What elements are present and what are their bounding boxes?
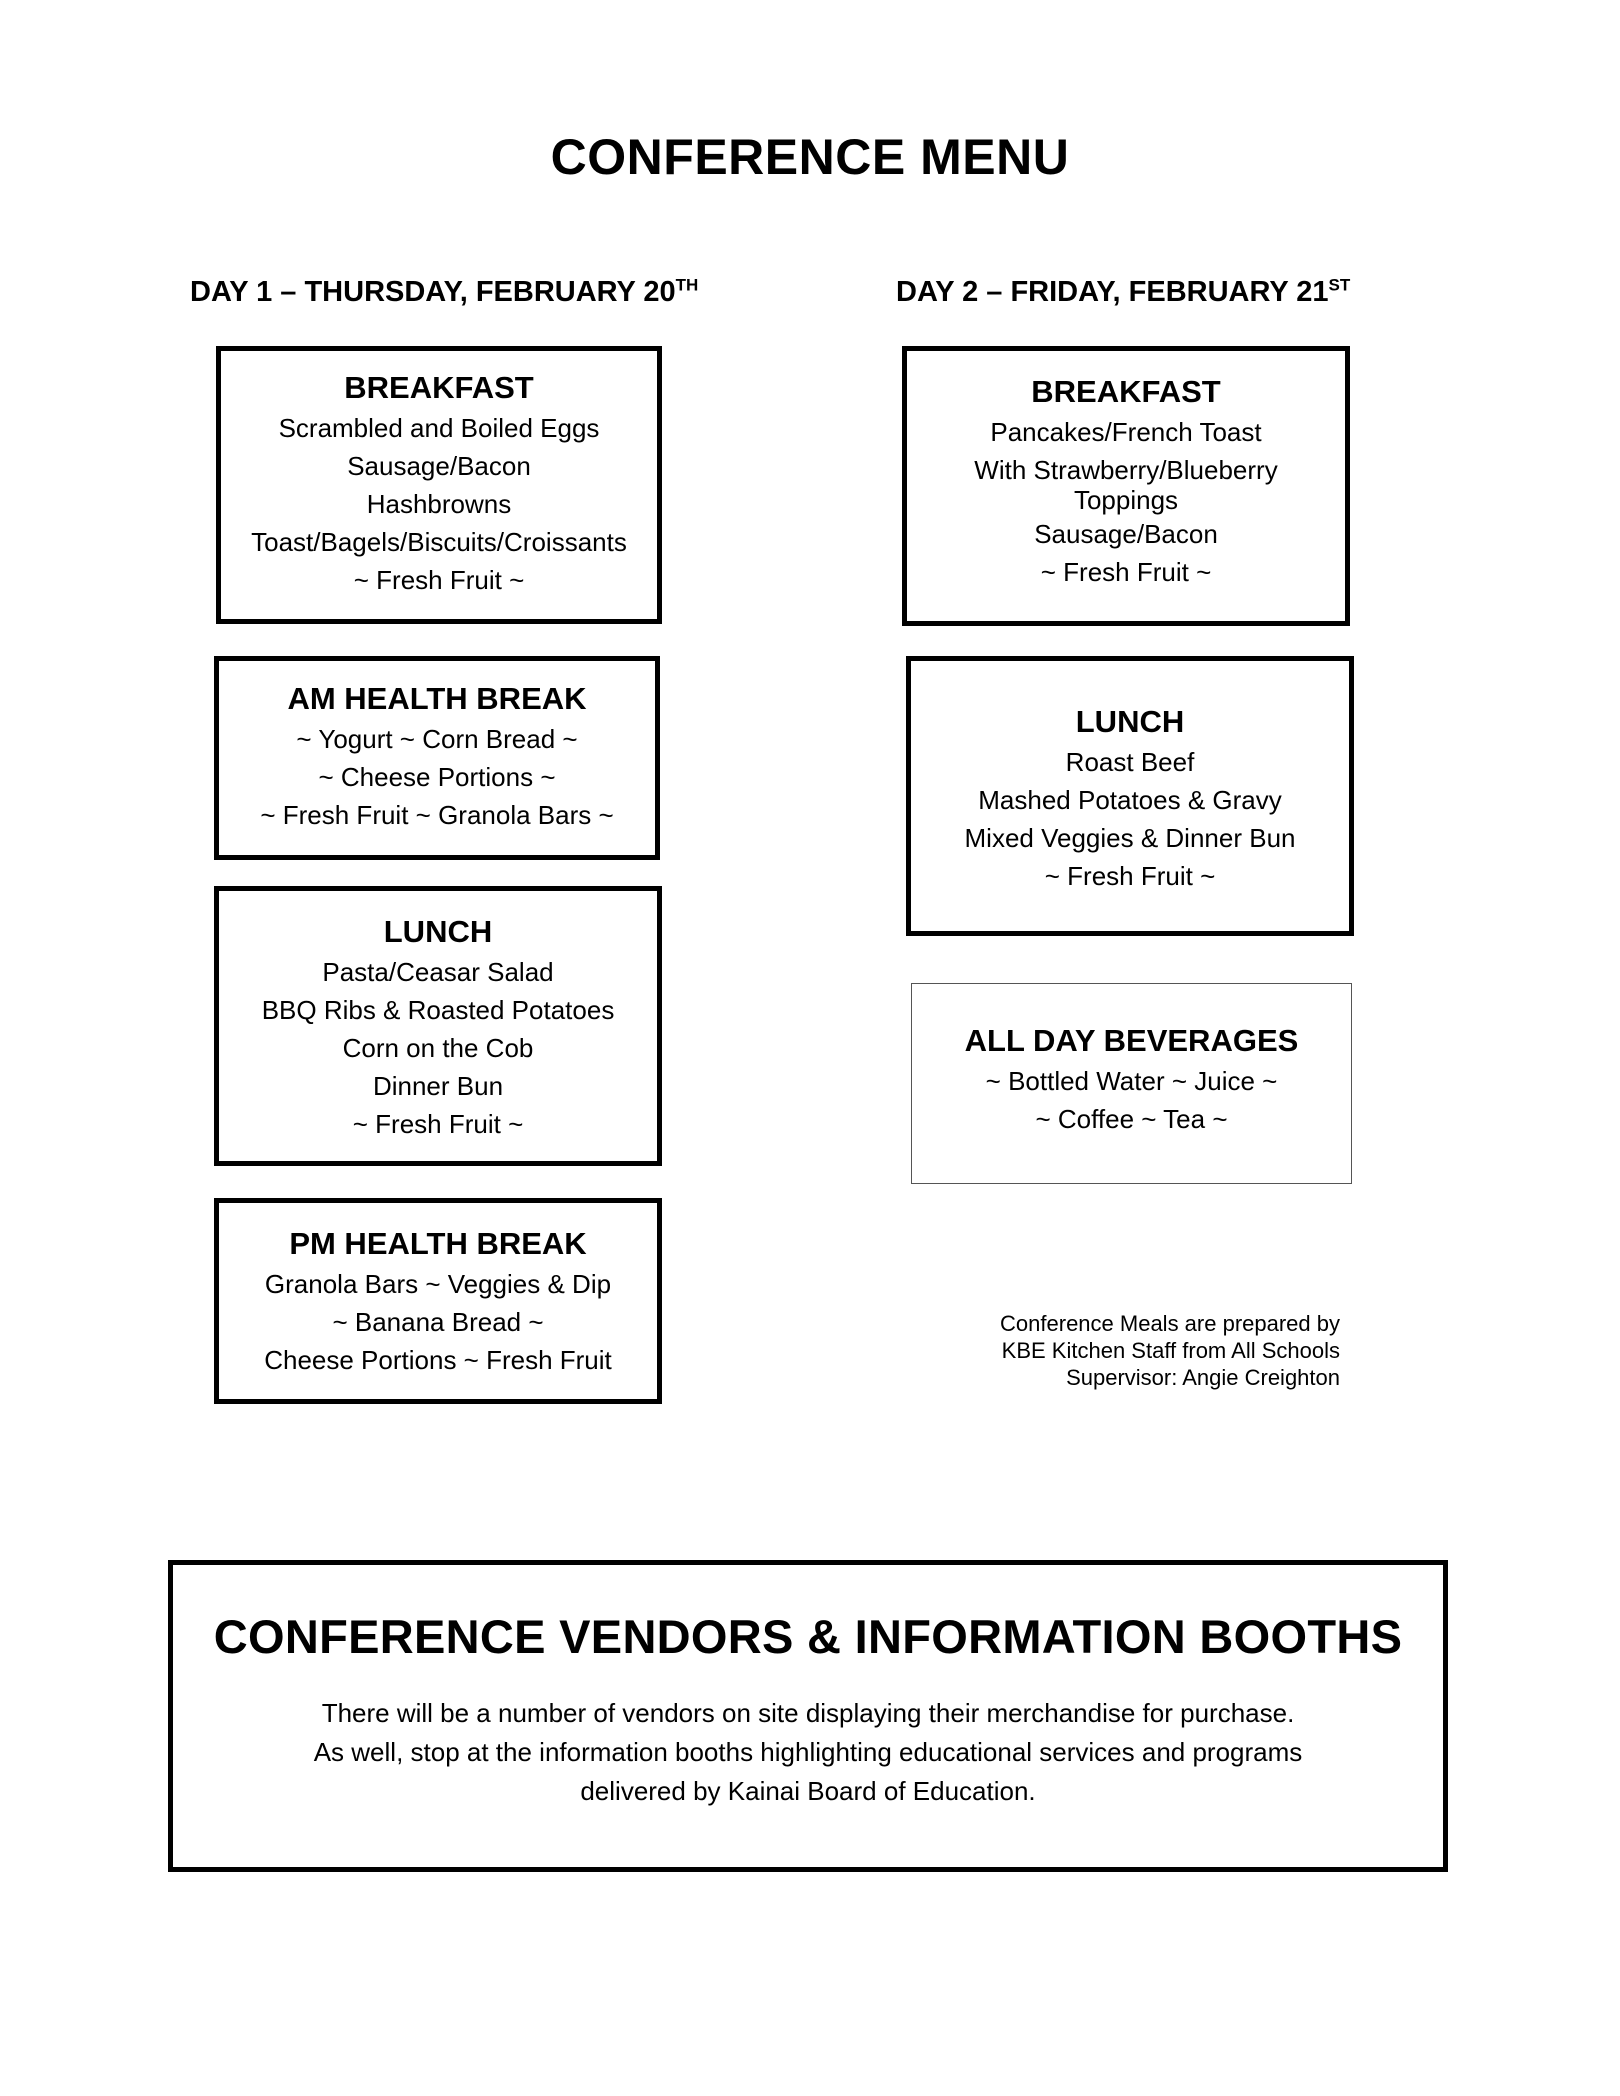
- day2-heading-suffix: ST: [1328, 275, 1351, 295]
- menu-item: ~ Coffee ~ Tea ~: [1035, 1104, 1228, 1134]
- day2-breakfast-title: BREAKFAST: [1031, 374, 1221, 409]
- vendors-line: delivered by Kainai Board of Education.: [580, 1776, 1036, 1806]
- menu-item: BBQ Ribs & Roasted Potatoes: [261, 995, 615, 1025]
- menu-item: ~ Yogurt ~ Corn Bread ~: [296, 724, 578, 754]
- menu-item: ~ Cheese Portions ~: [318, 762, 556, 792]
- menu-item: Roast Beef: [1065, 747, 1195, 777]
- day2-heading-text: DAY 2 – FRIDAY, FEBRUARY 21: [896, 276, 1329, 308]
- vendors-text: [173, 1694, 1443, 1811]
- day2-lunch-title: LUNCH: [1075, 704, 1185, 739]
- menu-item: Scrambled and Boiled Eggs: [278, 413, 600, 443]
- day1-lunch-title: LUNCH: [383, 914, 493, 949]
- menu-item: Granola Bars ~ Veggies & Dip: [264, 1269, 612, 1299]
- vendors-box: [168, 1560, 1448, 1872]
- page-title: CONFERENCE MENU: [550, 129, 1070, 185]
- vendors-title: CONFERENCE VENDORS & INFORMATION BOOTHS: [213, 1610, 1403, 1663]
- menu-item: Dinner Bun: [372, 1071, 504, 1101]
- menu-item: ~ Fresh Fruit ~: [1044, 861, 1216, 891]
- day2-beverages-title: ALL DAY BEVERAGES: [964, 1023, 1299, 1058]
- meal-credit: [940, 1310, 1340, 1391]
- menu-item: Hashbrowns: [366, 489, 512, 519]
- menu-item: With Strawberry/Blueberry: [974, 455, 1278, 485]
- vendors-line: There will be a number of vendors on site displaying their merchandise for purchase.: [321, 1698, 1295, 1728]
- day1-lunch-box: [214, 886, 662, 1166]
- day1-breakfast-title: BREAKFAST: [344, 370, 534, 405]
- menu-item: Sausage/Bacon: [347, 451, 531, 481]
- menu-item: ~ Fresh Fruit ~: [352, 1109, 524, 1139]
- day2-breakfast-box: [902, 346, 1350, 626]
- day2-lunch-box: [906, 656, 1354, 936]
- menu-item: Toppings: [1073, 485, 1179, 515]
- credit-line: Supervisor: Angie Creighton: [1066, 1365, 1340, 1390]
- menu-item: ~ Banana Bread ~: [332, 1307, 544, 1337]
- day1-pm-break-title: PM HEALTH BREAK: [289, 1226, 587, 1261]
- day1-heading: [190, 276, 698, 309]
- day1-heading-suffix: TH: [675, 275, 699, 295]
- menu-item: Pancakes/French Toast: [990, 417, 1262, 447]
- day2-beverages-box: [911, 983, 1352, 1184]
- day1-heading-text: DAY 1 – THURSDAY, FEBRUARY 20: [190, 276, 676, 308]
- credit-line: Conference Meals are prepared by: [1000, 1311, 1340, 1336]
- vendors-line: As well, stop at the information booths highlighting educational services and programs: [313, 1737, 1303, 1767]
- menu-item: Cheese Portions ~ Fresh Fruit: [264, 1345, 612, 1375]
- day1-am-break-box: [214, 656, 660, 860]
- day1-breakfast-box: [216, 346, 662, 624]
- menu-item: Mashed Potatoes & Gravy: [978, 785, 1282, 815]
- menu-item: ~ Fresh Fruit ~ Granola Bars ~: [260, 800, 614, 830]
- menu-item: ~ Fresh Fruit ~: [1040, 557, 1212, 587]
- menu-item: Sausage/Bacon: [1034, 519, 1218, 549]
- menu-item: Corn on the Cob: [342, 1033, 534, 1063]
- menu-item: ~ Bottled Water ~ Juice ~: [985, 1066, 1278, 1096]
- menu-item: Mixed Veggies & Dinner Bun: [964, 823, 1296, 853]
- credit-line: KBE Kitchen Staff from All Schools: [1001, 1338, 1340, 1363]
- day1-am-break-title: AM HEALTH BREAK: [287, 681, 587, 716]
- day1-pm-break-box: [214, 1198, 662, 1404]
- menu-item: Toast/Bagels/Biscuits/Croissants: [251, 527, 627, 557]
- menu-item: ~ Fresh Fruit ~: [353, 565, 525, 595]
- day2-heading: [896, 276, 1350, 309]
- menu-item: Pasta/Ceasar Salad: [322, 957, 554, 987]
